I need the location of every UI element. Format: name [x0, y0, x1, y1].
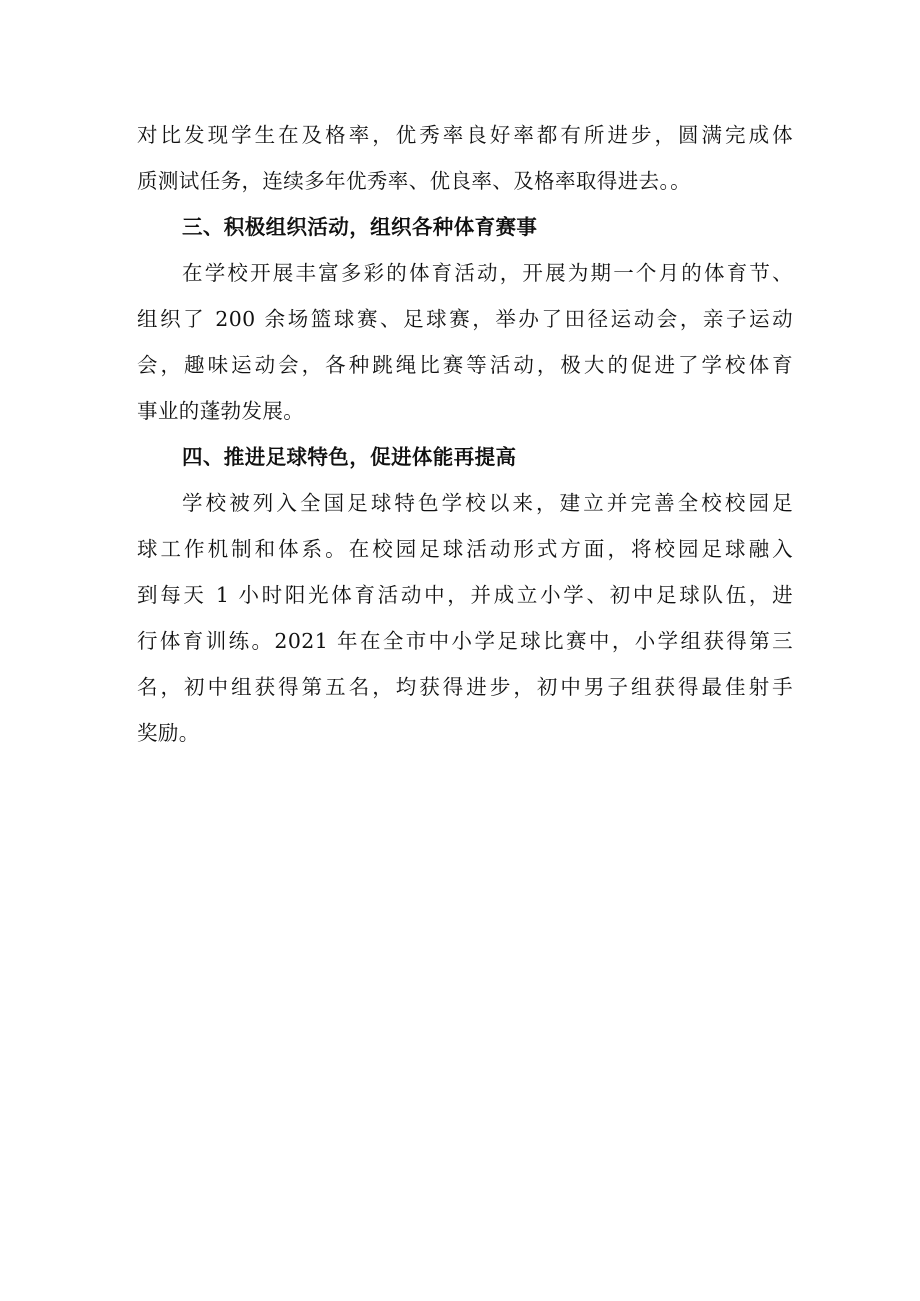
- section-3-line-3: 会，趣味运动会，各种跳绳比赛等活动，极大的促进了学校体育: [137, 353, 793, 377]
- document-body: [137, 112, 793, 756]
- section-4-line-4: 行体育训练。2021 年在全市中小学足球比赛中，小学组获得第三: [137, 629, 793, 653]
- section-4-line-5: 名，初中组获得第五名，均获得进步，初中男子组获得最佳射手: [137, 675, 793, 699]
- intro-line-2: 质测试任务，连续多年优秀率、优良率、及格率取得进去。。: [137, 169, 692, 193]
- section-3-heading: 三、积极组织活动，组织各种体育赛事: [182, 215, 538, 239]
- section-4-line-2: 球工作机制和体系。在校园足球活动形式方面，将校园足球融入: [137, 537, 793, 561]
- section-4-line-3: 到每天 1 小时阳光体育活动中，并成立小学、初中足球队伍，进: [137, 583, 793, 607]
- section-4-line-6: 奖励。: [137, 721, 200, 745]
- section-4-heading: 四、推进足球特色，促进体能再提高: [182, 445, 517, 469]
- section-3-line-4: 事业的蓬勃发展。: [137, 399, 305, 423]
- section-3-line-2: 组织了 200 余场篮球赛、足球赛，举办了田径运动会，亲子运动: [137, 307, 793, 331]
- section-3-line-1: 在学校开展丰富多彩的体育活动，开展为期一个月的体育节、: [182, 261, 793, 285]
- intro-line-1: 对比发现学生在及格率，优秀率良好率都有所进步，圆满完成体: [137, 123, 793, 147]
- section-4-line-1: 学校被列入全国足球特色学校以来，建立并完善全校校园足: [182, 491, 793, 515]
